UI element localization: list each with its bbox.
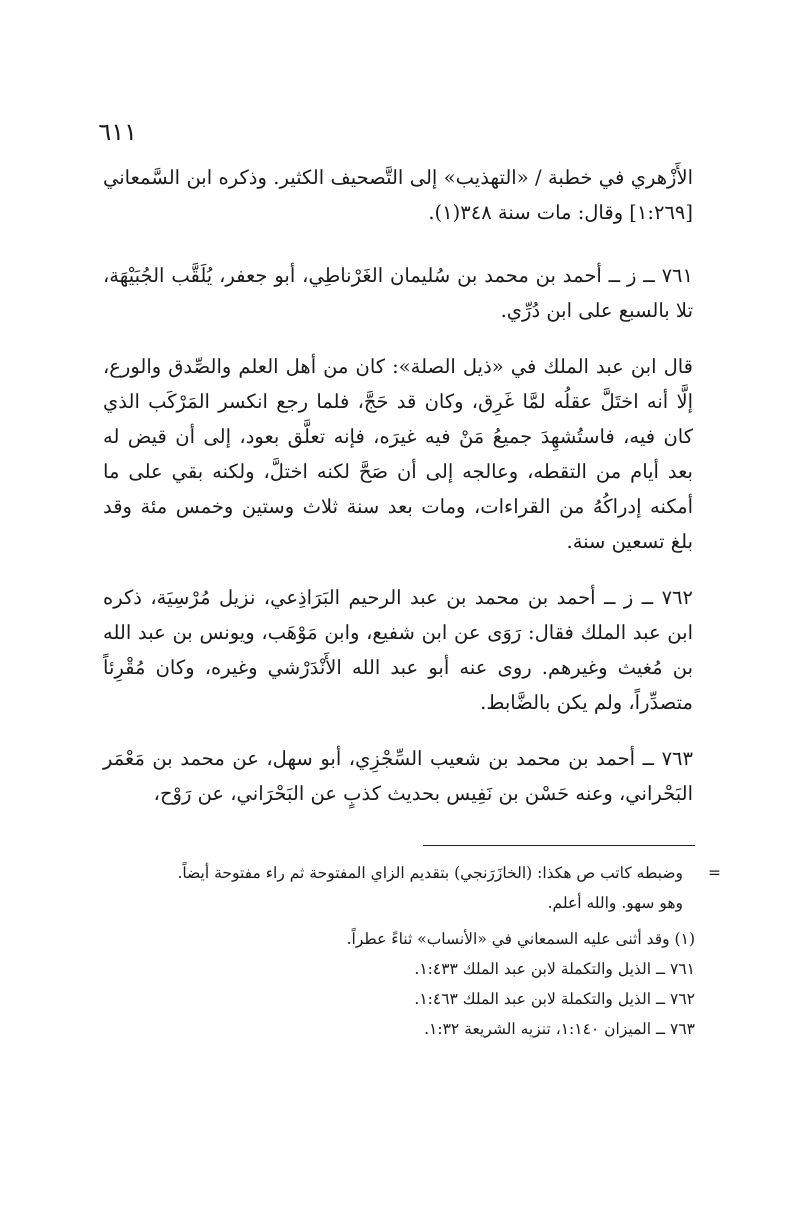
source-ref-762: ٧٦٢ ــ الذيل والتكملة لابن عبد الملك ١:٤٦٣. <box>414 990 695 1008</box>
footnotes <box>95 858 721 1044</box>
source-ref-763: ٧٦٣ ــ الميزان ١:١٤٠، تنزيه الشريعة ١:٣٢. <box>424 1020 695 1038</box>
footnote-1: (١) وقد أثنى عليه السمعاني في «الأنساب» ثناءً عطراً. <box>346 930 695 948</box>
entry-761: ٧٦١ ــ ز ــ أحمد بن محمد بن سُليمان الغَرْناطِي، أبو جعفر، يُلَقَّب الجُبَيْهَة، تلا بالسبع على ابن دُرِّي. <box>103 264 693 322</box>
entry-763: ٧٦٣ ــ أحمد بن محمد بن شعيب السِّجْزِي، أبو سهل، عن محمد بن مَعْمَر البَحْراني، وعنه حَسْن بن نَفِيس بحديث كذبٍ عن البَحْرَاني، عن رَوْح، <box>103 747 693 805</box>
footnote-divider <box>423 845 695 846</box>
entry-762: ٧٦٢ ــ ز ــ أحمد بن محمد بن عبد الرحيم البَرَاذِعي، نزيل مُرْسِيَة، ذكره ابن عبد الملك فقال: رَوَى عن ابن شفيع، وابن مَوْهَب، ويونس بن عبد الله بن مُغيث وغيرهم. روى عنه أبو عبد الله الأَنْدَرْشي وغيره، وكان مُقْرِئاً متصدِّراً، ولم يكن بالضَّابط. <box>103 586 693 714</box>
main-text <box>103 160 693 832</box>
source-ref-761: ٧٦١ ــ الذيل والتكملة لابن عبد الملك ١:٤٣٣. <box>414 960 695 978</box>
entry-761-quote: قال ابن عبد الملك في «ذيل الصلة»: كان من أهل العلم والصِّدق والورع، إلَّا أنه اختَلَّ عقلُه لمَّا غَرِق، وكان قد حَجَّ، فلما رجع انكسر المَرْكَب الذي كان فيه، فاستُشهِدَ جميعُ مَنْ فيه غيرَه، فإنه تعلَّق بعود، إلى أن قيض له بعد أيام من التقطه، وعالجه إلى أن صَحَّ لكنه اختلَّ، ولكنه بقي على ما أمكنه إدراكُهُ من القراءات، ومات بعد سنة ثلاث وستين وخمس مئة وقد بلغ تسعين سنة. <box>103 355 693 553</box>
continued-paragraph: الأَزْهري في خطبة / «التهذيب» إلى التَّصحيف الكثير. وذكره ابن السَّمعاني [١:٢٦٩] وقال: مات سنة ٣٤٨(١). <box>103 166 693 224</box>
footnote-continuation-line-2: وهو سهو. والله أعلم. <box>547 894 683 912</box>
footnote-continuation-line-1: وضبطه كاتب ص هكذا: (الخازَرَنجي) بتقديم الزاي المفتوحة ثم راء مفتوحة أيضاً. <box>177 864 683 882</box>
continuation-mark: = <box>708 864 721 882</box>
footnote-continuation <box>95 858 721 888</box>
page-number: ٦١١ <box>98 118 137 146</box>
